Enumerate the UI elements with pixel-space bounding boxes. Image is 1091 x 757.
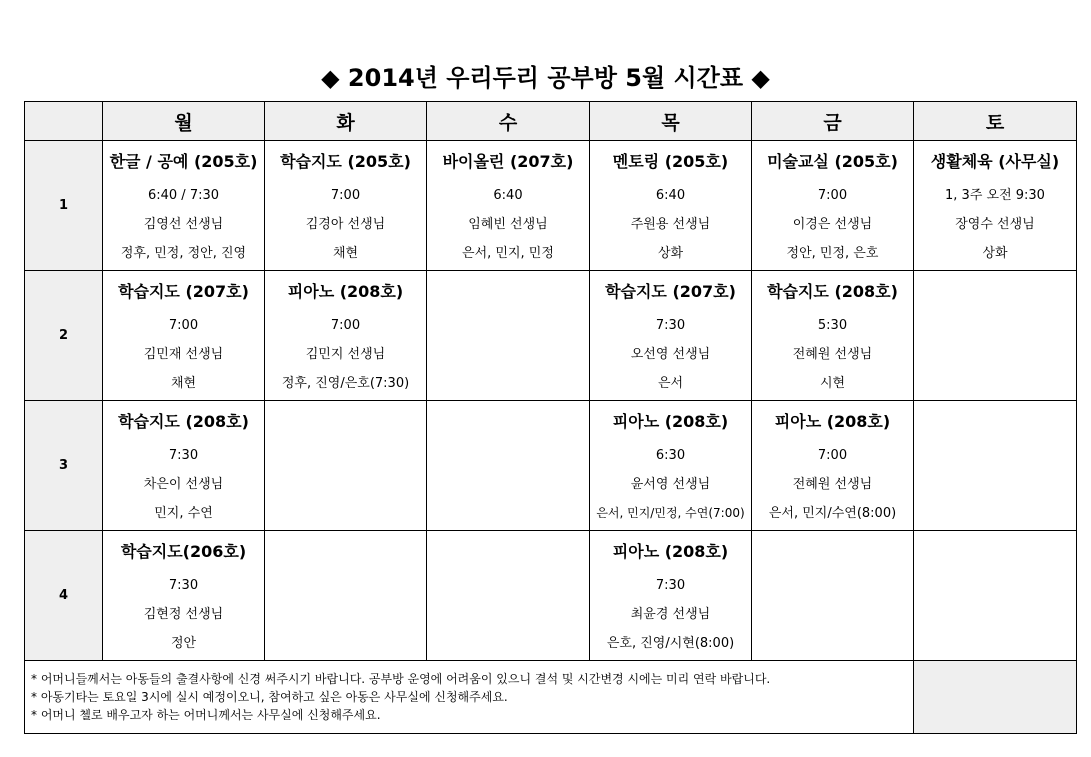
class-subject: 피아노 (208호) — [774, 412, 891, 431]
class-cell-tue — [265, 401, 427, 531]
class-cell-fri — [752, 141, 914, 271]
day-header-fri: 금 — [752, 102, 914, 141]
class-students — [914, 499, 1076, 528]
class-cell-thu — [590, 401, 752, 531]
class-cell-fri — [752, 271, 914, 401]
class-cell-thu — [590, 531, 752, 661]
class-subject: 피아노 (208호) — [612, 542, 729, 561]
class-subject: 멘토링 (205호) — [612, 152, 729, 171]
class-cell-sat — [914, 271, 1077, 401]
class-teacher: 장영수 선생님 — [955, 217, 1035, 232]
class-cell-sat — [914, 141, 1077, 271]
class-subject: 학습지도 (205호) — [280, 152, 411, 171]
class-time: 7:00 — [330, 318, 361, 333]
class-time — [265, 571, 426, 600]
class-subject — [265, 412, 426, 441]
class-students: 정안 — [170, 636, 197, 651]
timetable — [24, 101, 1077, 734]
class-teacher: 임혜빈 선생님 — [468, 217, 548, 232]
day-header-mon: 월 — [103, 102, 265, 141]
class-students: 민지, 수연 — [154, 506, 213, 521]
class-students — [427, 369, 589, 398]
header-row — [25, 102, 1077, 141]
class-time: 1, 3주 오전 9:30 — [945, 188, 1045, 203]
class-cell-tue — [265, 141, 427, 271]
class-teacher — [914, 600, 1076, 629]
class-students: 은서, 민지, 민정 — [462, 246, 554, 261]
class-cell-tue — [265, 531, 427, 661]
class-subject — [427, 282, 589, 311]
period-row — [25, 271, 1077, 401]
class-cell-fri — [752, 531, 914, 661]
class-time — [752, 571, 913, 600]
class-time: 6:30 — [655, 448, 686, 463]
class-students: 은서, 민지/민정, 수연(7:00) — [596, 506, 745, 520]
class-students: 채현 — [170, 376, 197, 391]
class-students: 상화 — [657, 246, 684, 261]
class-cell-wed — [427, 531, 590, 661]
class-students: 시현 — [819, 376, 846, 391]
period-label: 2 — [25, 271, 103, 401]
class-subject: 피아노 (208호) — [612, 412, 729, 431]
class-time: 7:30 — [655, 318, 686, 333]
class-time — [427, 571, 589, 600]
class-teacher — [427, 340, 589, 369]
class-cell-sat — [914, 401, 1077, 531]
day-header-thu: 목 — [590, 102, 752, 141]
notes-blank-cell — [914, 661, 1077, 734]
class-students: 정안, 민정, 은호 — [786, 246, 879, 261]
class-subject: 바이올린 (207호) — [442, 152, 574, 171]
class-cell-mon — [103, 271, 265, 401]
corner-cell — [25, 102, 103, 141]
class-students — [265, 629, 426, 658]
notes-cell — [25, 661, 914, 734]
note-line: * 아동기타는 토요일 3시에 실시 예정이오니, 참여하고 싶은 아동은 사무실에 신청해주세요. — [31, 690, 508, 704]
class-cell-wed — [427, 271, 590, 401]
class-teacher: 김민재 선생님 — [143, 347, 224, 362]
class-cell-thu — [590, 141, 752, 271]
class-cell-wed — [427, 401, 590, 531]
class-students: 정후, 민정, 정안, 진영 — [120, 246, 247, 261]
class-students — [427, 629, 589, 658]
class-teacher: 주원용 선생님 — [630, 217, 711, 232]
class-time: 6:40 — [655, 188, 686, 203]
class-teacher: 차은이 선생님 — [143, 477, 224, 492]
class-subject — [914, 542, 1076, 571]
class-subject — [265, 542, 426, 571]
class-teacher — [265, 470, 426, 499]
class-teacher: 최윤경 선생님 — [630, 607, 711, 622]
class-time: 6:40 / 7:30 — [147, 188, 220, 203]
class-time: 6:40 — [493, 188, 523, 203]
class-students — [914, 629, 1076, 658]
class-students: 은서, 민지/수연(8:00) — [768, 506, 897, 521]
class-teacher — [427, 470, 589, 499]
class-students: 정후, 진영/은호(7:30) — [281, 376, 410, 391]
class-teacher: 김경아 선생님 — [305, 217, 386, 232]
class-teacher: 김민지 선생님 — [305, 347, 386, 362]
class-time — [914, 441, 1076, 470]
class-students — [427, 499, 589, 528]
class-time — [914, 571, 1076, 600]
class-teacher: 전혜원 선생님 — [792, 477, 873, 492]
period-label: 1 — [25, 141, 103, 271]
class-subject: 한글 / 공예 (205호) — [109, 152, 258, 171]
class-teacher — [914, 470, 1076, 499]
class-time — [914, 311, 1076, 340]
class-time: 7:30 — [168, 448, 199, 463]
period-row — [25, 401, 1077, 531]
class-cell-tue — [265, 271, 427, 401]
period-label: 4 — [25, 531, 103, 661]
class-cell-mon — [103, 141, 265, 271]
page-title: ◆ 2014년 우리두리 공부방 5월 시간표 ◆ — [321, 64, 770, 92]
class-subject: 학습지도 (207호) — [605, 282, 736, 301]
class-teacher: 김현정 선생님 — [143, 607, 224, 622]
period-row — [25, 141, 1077, 271]
class-teacher — [427, 600, 589, 629]
class-students — [914, 369, 1076, 398]
class-teacher — [914, 340, 1076, 369]
class-subject — [752, 542, 913, 571]
class-students: 채현 — [332, 246, 359, 261]
class-subject — [427, 412, 589, 441]
class-students: 은호, 진영/시현(8:00) — [606, 636, 735, 651]
class-subject: 생활체육 (사무실) — [930, 152, 1060, 171]
class-cell-mon — [103, 531, 265, 661]
class-students: 은서 — [657, 376, 684, 391]
class-subject — [914, 282, 1076, 311]
class-subject — [427, 542, 589, 571]
class-cell-fri — [752, 401, 914, 531]
class-cell-mon — [103, 401, 265, 531]
class-subject: 피아노 (208호) — [287, 282, 404, 301]
class-subject: 학습지도 (208호) — [118, 412, 249, 431]
class-teacher: 김영선 선생님 — [143, 217, 224, 232]
class-time: 7:30 — [655, 578, 686, 593]
class-teacher — [752, 600, 913, 629]
class-students — [752, 629, 913, 658]
class-time: 7:00 — [817, 448, 848, 463]
note-line: * 어머니 첼로 배우고자 하는 어머니께서는 사무실에 신청해주세요. — [31, 708, 381, 722]
class-time: 7:00 — [168, 318, 199, 333]
class-teacher: 윤서영 선생님 — [630, 477, 711, 492]
class-cell-sat — [914, 531, 1077, 661]
class-subject: 학습지도(206호) — [120, 542, 247, 561]
day-header-sat: 토 — [914, 102, 1077, 141]
class-time: 7:00 — [330, 188, 361, 203]
class-cell-thu — [590, 271, 752, 401]
class-subject: 학습지도 (208호) — [767, 282, 898, 301]
class-teacher: 전혜원 선생님 — [792, 347, 873, 362]
class-time — [265, 441, 426, 470]
class-teacher: 오선영 선생님 — [630, 347, 711, 362]
class-time: 7:00 — [817, 188, 848, 203]
period-label: 3 — [25, 401, 103, 531]
class-teacher — [265, 600, 426, 629]
class-cell-wed — [427, 141, 590, 271]
class-students: 상화 — [982, 246, 1008, 261]
class-time — [427, 311, 589, 340]
day-header-wed: 수 — [427, 102, 590, 141]
class-students — [265, 499, 426, 528]
class-subject — [914, 412, 1076, 441]
class-subject: 미술교실 (205호) — [767, 152, 898, 171]
note-line: * 어머니들께서는 아동들의 출결사항에 신경 써주시기 바랍니다. 공부방 운영에 어려움이 있으니 결석 및 시간변경 시에는 미리 연락 바랍니다. — [31, 672, 771, 686]
class-subject: 학습지도 (207호) — [118, 282, 249, 301]
notes-row — [25, 661, 1077, 734]
class-time — [427, 441, 589, 470]
day-header-tue: 화 — [265, 102, 427, 141]
class-teacher: 이경은 선생님 — [792, 217, 873, 232]
period-row — [25, 531, 1077, 661]
class-time: 5:30 — [817, 318, 848, 333]
class-time: 7:30 — [168, 578, 199, 593]
